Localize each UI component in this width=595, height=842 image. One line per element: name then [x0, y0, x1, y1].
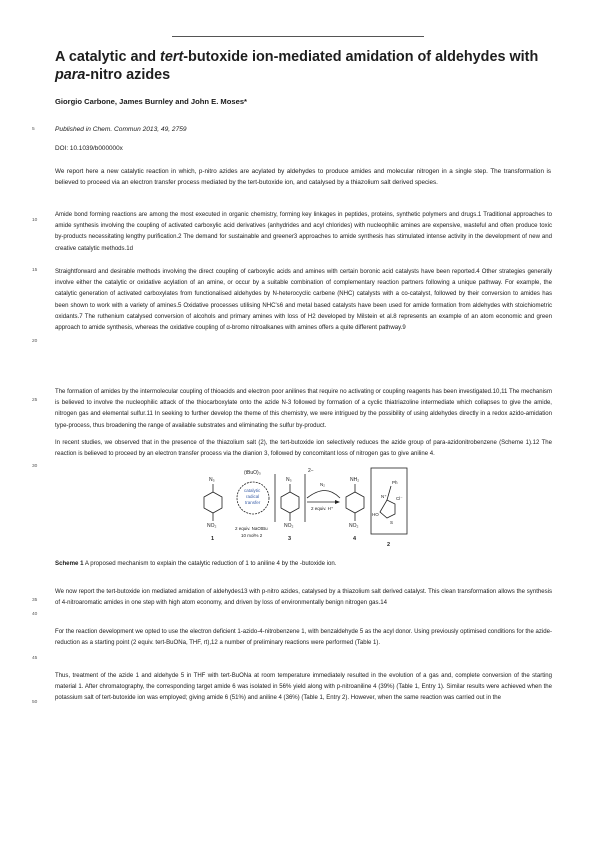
- title-part-italic: tert: [160, 49, 184, 65]
- line-number: 50: [32, 700, 38, 705]
- publication-info: Published in Chem. Commun 2013, 49, 2759: [55, 126, 187, 133]
- n3-label: N₃: [209, 477, 215, 483]
- no2-label: NO₂: [207, 523, 217, 529]
- tbuo-label: (tBuO)₃: [244, 470, 261, 476]
- title-part: A catalytic and: [55, 49, 161, 65]
- caption-label: Scheme 1: [55, 560, 84, 567]
- benzene-ring: [281, 492, 299, 513]
- title-part: -butoxide ion-mediated amidation of aldehydes with: [183, 49, 539, 65]
- line-number: 30: [32, 464, 38, 469]
- cycle-label: transfer: [245, 500, 261, 505]
- nplus-label: N⁺: [381, 494, 387, 499]
- s-label: S: [390, 520, 394, 525]
- body-paragraph: For the reaction development we opted to use the electron deficient 1-azido-4-nitrobenzene 1, with benzaldehyde 5 as the acyl donor. Using previously optimised conditions for the azide-reduction as a starting point (2 equiv. tert-BuONa, THF, rt),12 a number of preliminary reactions were performed (Table 1).: [55, 629, 552, 647]
- title-part: -nitro azides: [85, 67, 171, 83]
- ph-label: Ph: [392, 480, 398, 485]
- compound-1-label: 1: [211, 536, 215, 542]
- line-number: 25: [32, 398, 38, 403]
- cycle-label: radical: [246, 494, 260, 499]
- condition-label: 10 mol% 2: [241, 533, 263, 538]
- condition-label: 2 equiv. NaOtBu: [235, 526, 268, 531]
- abstract: We report here a new catalytic reaction in which, p-nitro azides are acylated by aldehydes to produce amides and molecular nitrogen in a single step. The transformation is believed to proceed via an electron transfer process mediated by the tert-butoxide ion, and catalysed by a thiazolium salt derived species.: [55, 168, 551, 186]
- body-paragraph: Amide bond forming reactions are among the most executed in organic chemistry, forming key linkages in peptides, proteins, synthetic polymers and drugs.1 Traditional approaches to amide synthesis involving the coupling of activated carboxylic acid derivatives (anhydrides and acyl chlorides) with nucleophilic amines are expensive, wasteful and often produce toxic by-products necessitating lengthy purification.2 The demand for sustainable and greener3 approaches to amide synthesis has stimulated intense activity in the development of new and creative catalytic methods.1d: [55, 212, 552, 252]
- body-paragraph: We now report the tert-butoxide ion mediated amidation of aldehydes13 with p-nitro azides, catalysed by a thiazolium salt derived catalyst. This clean transformation allows the synthesis of 4-nitroaromatic amides in one step with high atom economy, and driven by loss of environmentally benign nitrogen gas.14: [55, 589, 552, 607]
- header-rule: [172, 36, 424, 37]
- line-number: 45: [32, 656, 38, 661]
- paper-title: [55, 48, 555, 84]
- condition-label: 2 equiv. H⁺: [311, 506, 334, 511]
- doi-link[interactable]: DOI: 10.1039/b000000x: [55, 145, 123, 152]
- line-number: 15: [32, 268, 38, 273]
- compound-3-label: 3: [288, 536, 292, 542]
- charge-label: 2−: [308, 468, 314, 474]
- cycle-label: catalytic: [244, 488, 261, 493]
- benzene-ring: [346, 492, 364, 513]
- no2-label: NO₂: [349, 523, 359, 529]
- line-number: 20: [32, 339, 38, 344]
- scheme-caption: [55, 560, 552, 567]
- line-number: 10: [32, 218, 38, 223]
- author-list: Giorgio Carbone, James Burnley and John E. Moses*: [55, 97, 247, 106]
- reaction-scheme: [195, 462, 409, 556]
- benzene-ring: [204, 492, 222, 513]
- nh2-label: NH₂: [350, 477, 360, 483]
- no2-label: NO₂: [284, 523, 294, 529]
- compound-2-label: 2: [387, 542, 391, 548]
- body-paragraph: In recent studies, we observed that in the presence of the thiazolium salt (2), the tert-butoxide ion selectively reduces the azide group of para-azidonitrobenzene (Scheme 1).12 The reaction is believed to proceed by an electron transfer process via the dianion 3, followed by concomitant loss of nitrogen gas to give aniline 4.: [55, 440, 552, 458]
- line-number: 40: [32, 612, 38, 617]
- title-part-italic: para: [55, 67, 86, 83]
- body-paragraph: The formation of amides by the intermolecular coupling of thioacids and electron poor anilines that require no activating or coupling reagents has been investigated.10,11 The mechanism is believed to involve the nucleophilic attack of the thiocarboxylate onto the azide N-3 followed by formation of a cyclic thiatriazoline intermediate which collapses to give the amide, nitrogen gas and elemental sulfur.11 In seeking to further develop the theme of this chemistry, we were intrigued by the possibility of using aldehydes directly in a redox azido-amidation type-process, thus broadening the range of available substrates and eliminating the sulfur by-product.: [55, 389, 552, 429]
- caption-text: A proposed mechanism to explain the catalytic reduction of 1 to aniline 4 by the -butoxide ion.: [83, 560, 337, 567]
- body-paragraph: Thus, treatment of the azide 1 and aldehyde 5 in THF with tert-BuONa at room temperature immediately resulted in the evolution of a gas and, complete conversion of the starting material 1. After chromatography, the corresponding target amide 6 was isolated in 56% yield along with p-nitroaniline 4 (39%) (Table 1, Entry 1). Similar results were achieved when the potassium salt of tert-butoxide ion was employed; giving amide 6 (51%) and aniline 4 (36%) (Table 1, Entry 2). However, when the same reaction was carried out in the: [55, 673, 552, 702]
- n2-label: N₂: [320, 482, 325, 487]
- compound-4-label: 4: [353, 536, 357, 542]
- n3-label: N₃: [286, 477, 292, 483]
- line-number: 35: [32, 598, 38, 603]
- cl-label: Cl⁻: [396, 496, 403, 501]
- line-number: 5: [32, 127, 35, 132]
- ho-label: HO: [372, 512, 379, 517]
- body-paragraph: Straightforward and desirable methods involving the direct coupling of carboxylic acids and amines with certain boronic acid catalysts have been reported.4 Other strategies generally involve either the catalytic or oxidative acylation of an amine, or occur by a suitable combination of complementary reaction partners following a unique pathway. For example, the catalytic generation of activated carboxylates from functionalised aldehydes by N-heterocyclic carbene (NHC) catalysts with a co-catalyst, followed by their conversion to amides has been shown to work with a variety of amines.5 Oxidative processes utilising NHC's6 and metal based catalysts have been used for amide formation from aldehydes with stoichiometric oxidants.7 The ruthenium catalysed conversion of alcohols and primary amines with loss of H2 developed by Milstein et al.8 represents an example of an atom economic and green approach to amide synthesis, whereas the oxidative coupling of α-bromo nitroalkanes with amines offers a quite different pathway.9: [55, 269, 552, 332]
